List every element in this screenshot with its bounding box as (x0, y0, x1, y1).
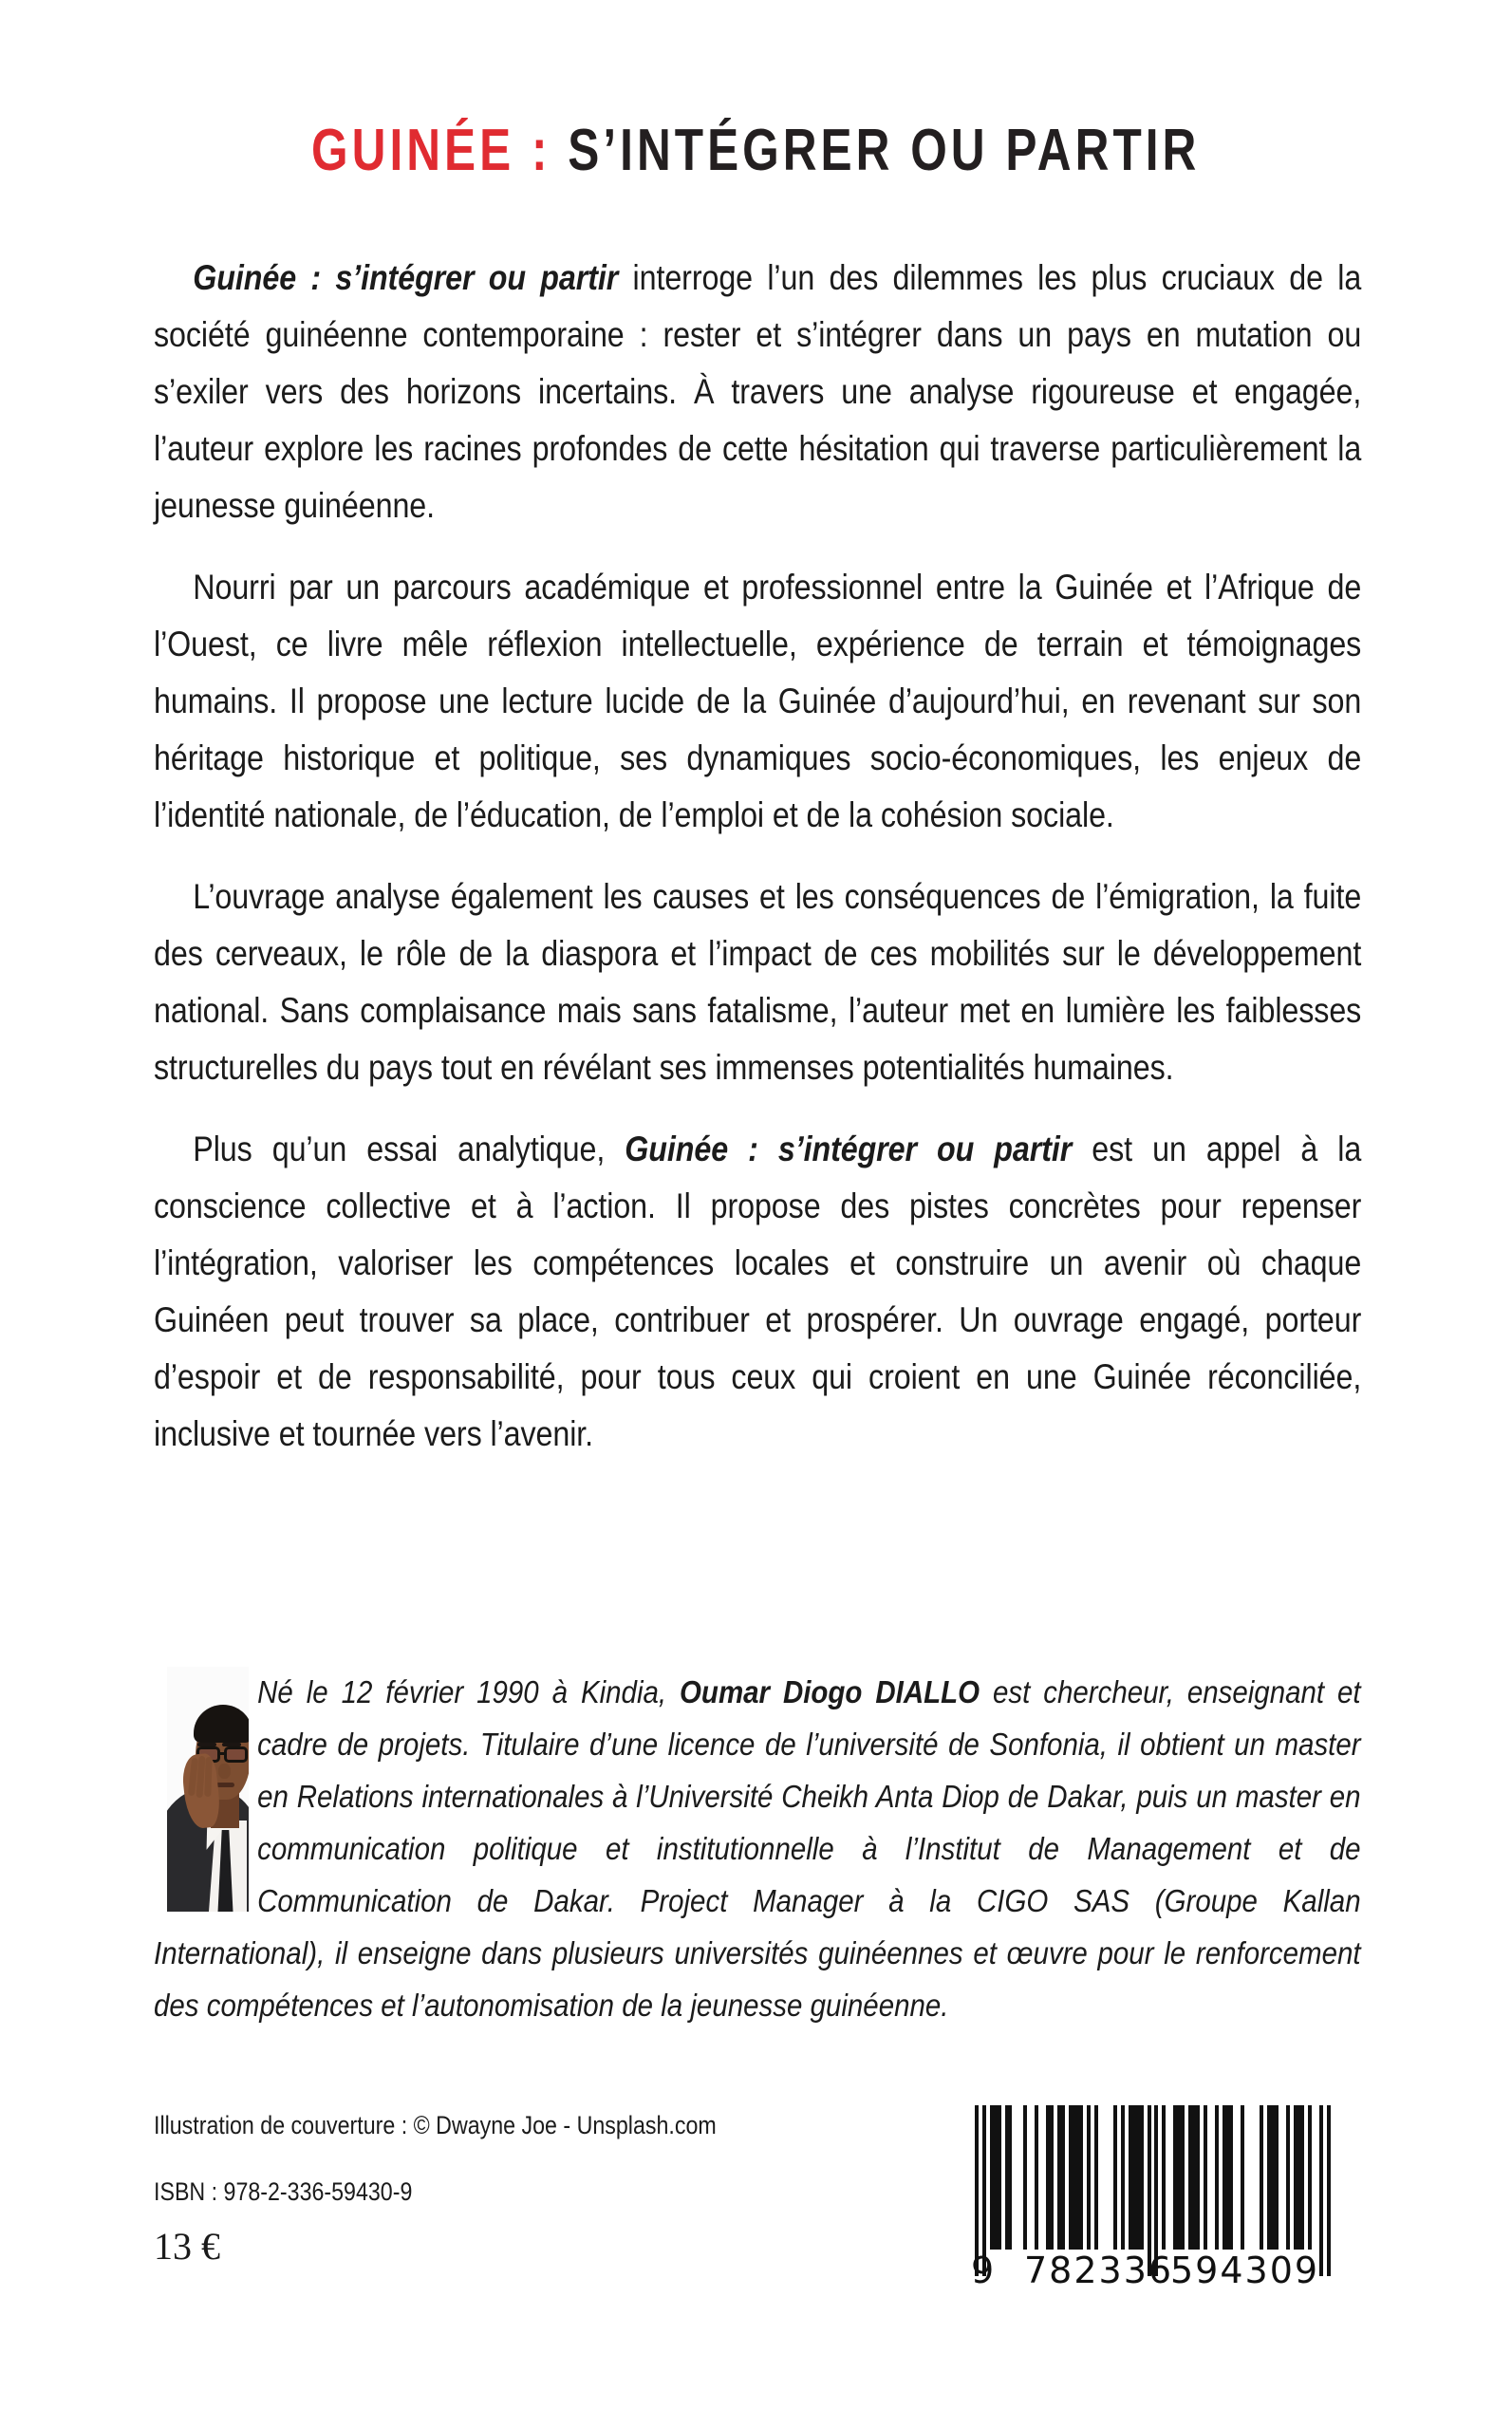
title-black-segment: S’INTÉGRER OU PARTIR (568, 118, 1201, 183)
barcode-bar (1188, 2105, 1200, 2250)
barcode-bar (1046, 2105, 1054, 2250)
barcode-bar (1087, 2105, 1091, 2250)
author-bio-part1: Né le 12 février 1990 à Kindia, (257, 1675, 681, 1710)
barcode-bars (975, 2105, 1331, 2257)
footer-block (154, 2109, 818, 2269)
barcode-bar (1035, 2105, 1038, 2250)
barcode-bar (1294, 2105, 1305, 2250)
author-name: Oumar Diogo DIALLO (680, 1675, 980, 1710)
barcode-bar (1241, 2105, 1244, 2250)
barcode-left-group: 782336 (1024, 2250, 1174, 2291)
barcode-bar (1069, 2105, 1084, 2250)
isbn-text: ISBN : 978-2-336-59430-9 (154, 2177, 413, 2206)
blurb-paragraph-4-before: Plus qu’un essai analytique, (193, 1129, 625, 1168)
barcode-bar (1162, 2105, 1166, 2250)
barcode-bar (1094, 2105, 1098, 2250)
blurb-paragraph-3-text: L’ouvrage analyse également les causes et les conséquences de l’émigration, la fuite des cerveaux, le rôle de la diaspora et l’impact de ces mobilités sur le développement national. Sans complaisance mais sans fatalisme, l’auteur met en lumière les faiblesses structurelles du pays tout en révélant ses immenses potentialités humaines. (154, 876, 1362, 1087)
barcode-bar (1113, 2105, 1117, 2250)
cover-illustration-credit: Illustration de couverture : © Dwayne Joe - Unsplash.com (154, 2111, 717, 2139)
author-bio-text (154, 1667, 1361, 2032)
book-title-inline-2: Guinée : s’intégrer ou partir (625, 1129, 1073, 1168)
barcode-lead-digit: 9 (971, 2250, 997, 2291)
barcode-bar (1005, 2105, 1013, 2250)
blurb-body (154, 249, 1361, 1462)
book-title-inline-1: Guinée : s’intégrer ou partir (193, 257, 619, 297)
page-title (0, 118, 1512, 183)
blurb-paragraph-1-text: interroge l’un des dilemmes les plus cruciaux de la société guinéenne contemporaine : rester et s’intégrer dans un pays en mutation ou s’exiler vers des horizons incertains. À travers une analyse rigoureuse et engagée, l’auteur explore les racines profondes de cette hésitation qui traverse particulièrement la jeunesse guinéenne. (154, 257, 1362, 525)
barcode-bar (990, 2105, 1001, 2250)
author-bio-block (154, 1667, 1361, 2032)
isbn-barcode (971, 2105, 1331, 2324)
barcode-bar (1215, 2105, 1219, 2250)
barcode-bar (1308, 2105, 1312, 2250)
barcode-bar (1204, 2105, 1207, 2250)
barcode-bar (1223, 2105, 1234, 2250)
author-bio-part2: est chercheur, enseignant et cadre de projets. Titulaire d’une licence de l’université de Sonfonia, il obtient un master en Relations internationales à l’Université Cheikh Anta Diop de Dakar, puis un master en communication politique et institutionnelle à l’Institut de Management et de Communication de Dakar. Project Manager à la CIGO SAS (Groupe Kallan International), il enseigne dans plusieurs universités guinéennes et œuvre pour le renforcement des compétences et l’autonomisation de la jeunesse guinéenne. (154, 1675, 1361, 2024)
title-red-segment: GUINÉE : (311, 118, 551, 183)
barcode-bar (1286, 2105, 1290, 2250)
blurb-paragraph-3 (154, 868, 1361, 1095)
barcode-bar (1121, 2105, 1125, 2250)
blurb-paragraph-2-text: Nourri par un parcours académique et professionnel entre la Guinée et l’Afrique de l’Ouest, ce livre mêle réflexion intellectuelle, expérience de terrain et témoignages humains. Il propose une lecture lucide de la Guinée d’aujourd’hui, en revenant sur son héritage historique et politique, ses dynamiques socio-économiques, les enjeux de l’identité nationale, de l’éducation, de l’emploi et de la cohésion sociale. (154, 567, 1362, 834)
blurb-paragraph-4-after: est un appel à la conscience collective et à l’action. Il propose des pistes concrètes pour repenser l’intégration, valoriser les compétences locales et construire un avenir où chaque Guinéen peut trouver sa place, contribuer et prospérer. Un ouvrage engagé, porteur d’espoir et de responsabilité, pour tous ceux qui croient en une Guinée réconciliée, inclusive et tournée vers l’avenir. (154, 1129, 1362, 1453)
barcode-bar (1023, 2105, 1027, 2250)
barcode-digits (971, 2250, 1331, 2293)
blurb-paragraph-2 (154, 558, 1361, 843)
blurb-paragraph-4 (154, 1120, 1361, 1462)
barcode-bar (1260, 2105, 1263, 2250)
price-text: 13 € (154, 2225, 220, 2268)
barcode-bar (1267, 2105, 1279, 2250)
barcode-bar (1129, 2105, 1144, 2250)
barcode-bar (1057, 2105, 1065, 2250)
barcode-right-group: 594309 (1170, 2250, 1320, 2291)
barcode-bar (1173, 2105, 1185, 2250)
blurb-paragraph-1 (154, 249, 1361, 533)
